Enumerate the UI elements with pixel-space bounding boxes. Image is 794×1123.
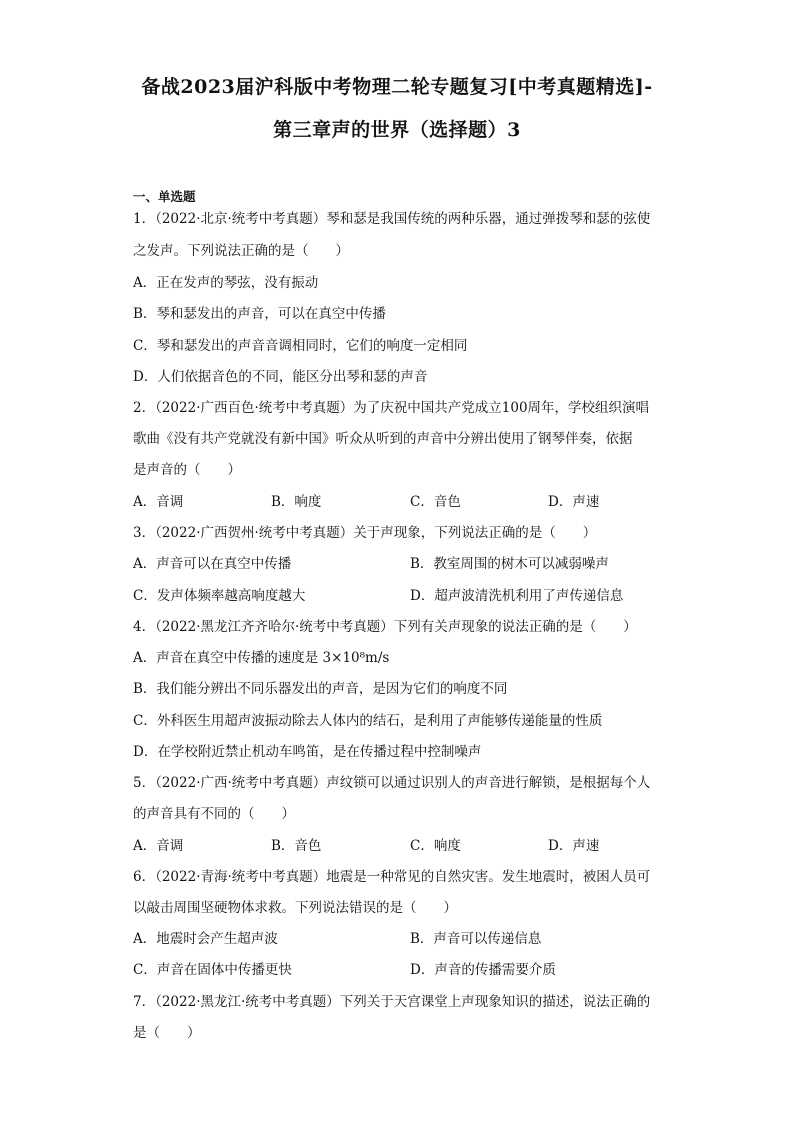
question-6-option-d: D．声音的传播需要介质 (410, 962, 556, 978)
question-5-stem-line-2: 的声音具有不同的（ ） (133, 806, 295, 822)
question-3-option-d: D．超声波清洗机利用了声传递信息 (410, 588, 624, 604)
question-5-option-d: D．声速 (548, 838, 600, 854)
question-5-option-b: B．音色 (271, 838, 322, 854)
question-2-option-c: C．音色 (410, 494, 461, 510)
question-1-option-a: A．正在发声的琴弦，没有振动 (133, 275, 319, 291)
question-2-stem-line-2: 歌曲《没有共产党就没有新中国》听众从听到的声音中分辨出使用了钢琴伴奏，依据 (133, 431, 633, 447)
question-2-option-d: D．声速 (548, 494, 600, 510)
question-1-option-b: B．琴和瑟发出的声音，可以在真空中传播 (133, 306, 386, 322)
question-7-stem-line-1: 7．（2022·黑龙江·统考中考真题）下列关于天宫课堂上声现象知识的描述，说法正确的 (133, 994, 651, 1010)
question-2-stem-line-3: 是声音的（ ） (133, 462, 241, 478)
question-1-option-c: C．琴和瑟发出的声音音调相同时，它们的响度一定相同 (133, 338, 468, 354)
question-6-option-c: C．声音在固体中传播更快 (133, 962, 292, 978)
question-6-option-a: A．地震时会产生超声波 (133, 931, 278, 947)
section-heading: 一、单选题 (133, 189, 196, 204)
question-1-option-d: D．人们依据音色的不同，能区分出琴和瑟的声音 (133, 369, 428, 385)
question-4-stem-line-1: 4．（2022·黑龙江齐齐哈尔·统考中考真题）下列有关声现象的说法正确的是（ ） (133, 619, 637, 635)
question-1-stem-line-1: 1．（2022·北京·统考中考真题）琴和瑟是我国传统的两种乐器，通过弹拨琴和瑟的弦使 (133, 211, 651, 227)
question-4-option-c: C．外科医生用超声波振动除去人体内的结石，是利用了声能够传递能量的性质 (133, 713, 603, 729)
question-3-option-a: A．声音可以在真空中传播 (133, 556, 292, 572)
question-5-option-c: C．响度 (410, 838, 461, 854)
question-5-option-a: A．音调 (133, 838, 184, 854)
question-6-option-b: B．声音可以传递信息 (410, 931, 542, 947)
question-4-option-d: D．在学校附近禁止机动车鸣笛，是在传播过程中控制噪声 (133, 744, 482, 760)
question-5-stem-line-1: 5．（2022·广西·统考中考真题）声纹锁可以通过识别人的声音进行解锁，是根据每个人 (133, 775, 651, 791)
question-6-stem-line-1: 6．（2022·青海·统考中考真题）地震是一种常见的自然灾害。发生地震时，被困人员可 (133, 869, 651, 885)
question-3-option-c: C．发声体频率越高响度越大 (133, 588, 306, 604)
question-7-stem-line-2: 是（ ） (133, 1025, 201, 1041)
document-title-line-2: 第三章声的世界（选择题）3 (273, 119, 521, 141)
question-2-option-b: B．响度 (271, 494, 322, 510)
question-3-stem-line-1: 3．（2022·广西贺州·统考中考真题）关于声现象，下列说法正确的是（ ） (133, 525, 597, 541)
question-6-stem-line-2: 以敲击周围坚硬物体求救。下列说法错误的是（ ） (133, 900, 457, 916)
question-1-stem-line-2: 之发声。下列说法正确的是（ ） (133, 243, 349, 259)
question-2-stem-line-1: 2．（2022·广西百色·统考中考真题）为了庆祝中国共产党成立100周年，学校组织演唱 (133, 400, 650, 416)
question-3-option-b: B．教室周围的树木可以减弱噪声 (410, 556, 609, 572)
question-4-option-b: B．我们能分辨出不同乐器发出的声音，是因为它们的响度不同 (133, 681, 508, 697)
question-4-option-a: A．声音在真空中传播的速度是 3×10⁸m/s (133, 650, 390, 666)
question-2-option-a: A．音调 (133, 494, 184, 510)
document-title-line-1: 备战2023届沪科版中考物理二轮专题复习[中考真题精选]- (141, 76, 653, 98)
